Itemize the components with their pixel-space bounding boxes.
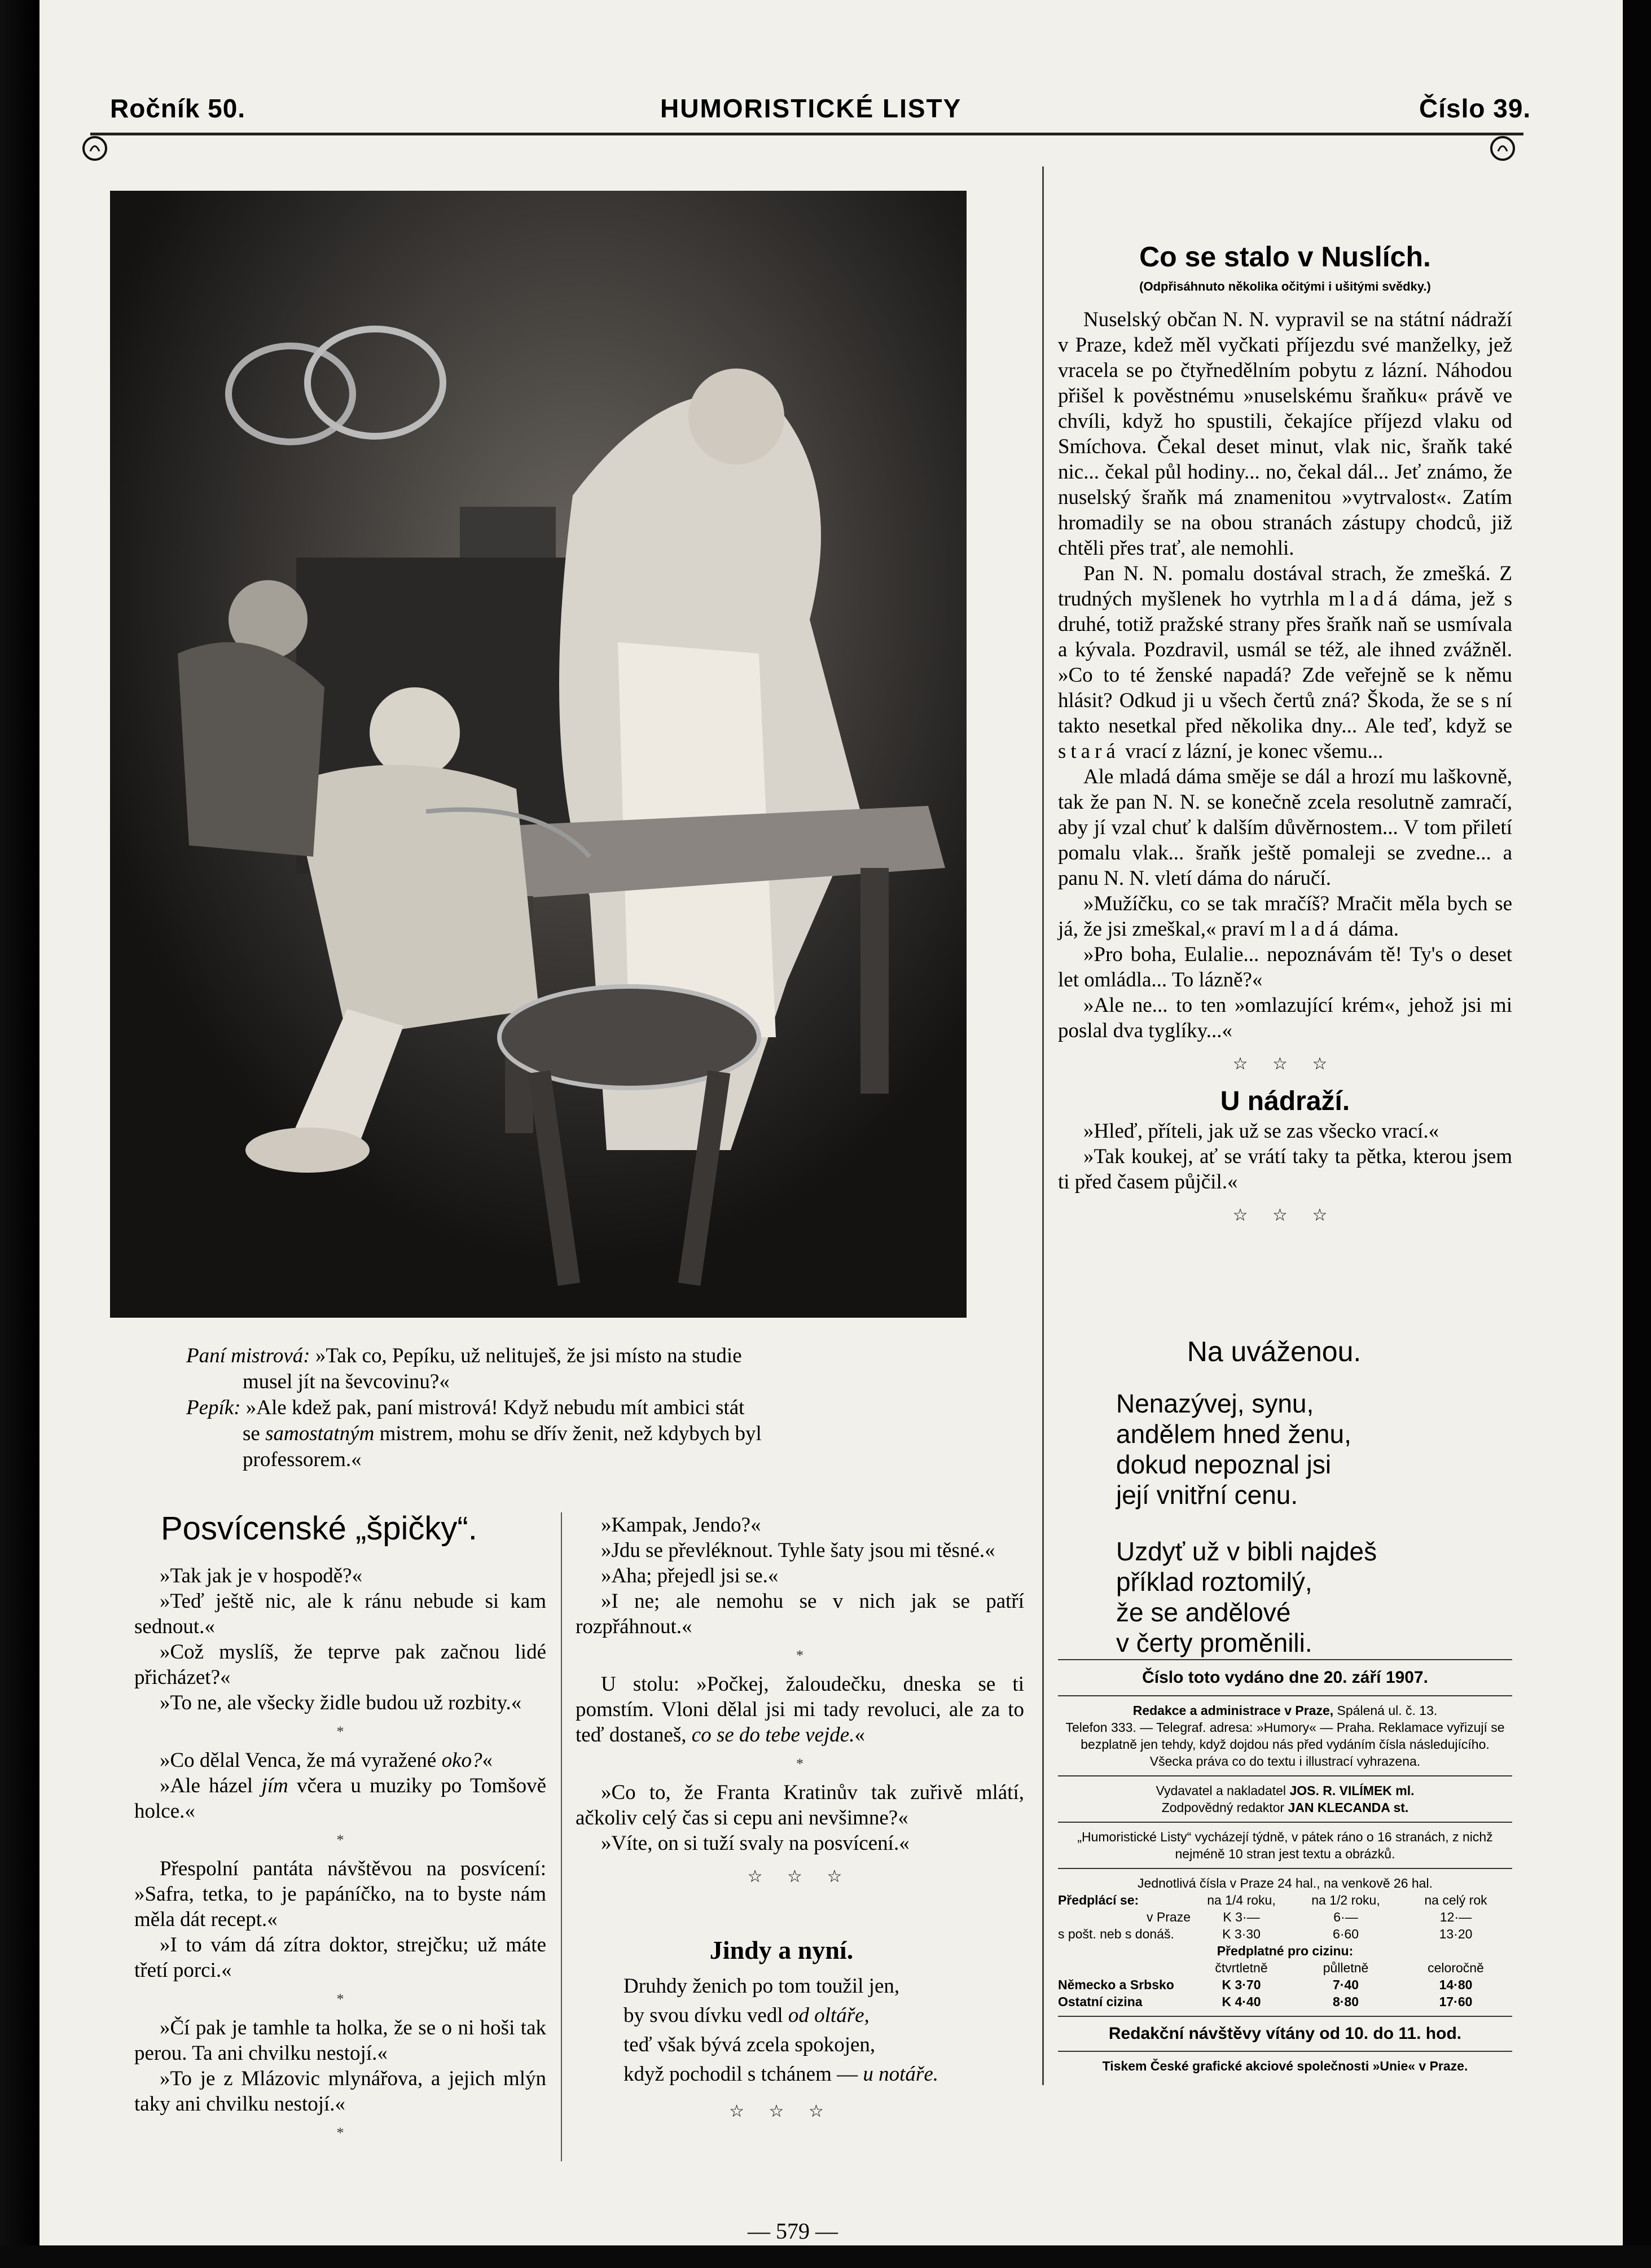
publisher-name: JOS. R. VILÍMEK ml. bbox=[1289, 1783, 1415, 1798]
joke-line: »Jdu se převléknout. Tyhle šaty jsou mi těsné.« bbox=[601, 1539, 995, 1562]
joke-line bbox=[576, 1672, 1024, 1748]
caption-text: »Ale kdež pak, paní mistrová! Když nebudu mít ambici stát bbox=[245, 1396, 745, 1419]
editor-text: Zodpovědný redaktor bbox=[1161, 1800, 1288, 1815]
poem-line: andělem hned ženu, bbox=[1116, 1419, 1351, 1449]
story-spaced-word: mladá bbox=[1328, 587, 1402, 611]
caption-paragraph-2 bbox=[186, 1395, 937, 1473]
story-paragraph bbox=[1058, 891, 1512, 942]
joke-line: »Teď ještě nic, ale k ránu nebude si kam sednout.« bbox=[134, 1590, 546, 1638]
abroad-title: Předplatné pro cizinu: bbox=[1217, 1944, 1354, 1958]
story-spaced-word: stará bbox=[1058, 740, 1120, 763]
caption-text: »Tak co, Pepíku, už nelituješ, že jsi místo na studie bbox=[315, 1344, 742, 1367]
price-cell: K 3·— bbox=[1223, 1910, 1260, 1924]
poem-spacer bbox=[1116, 1510, 1511, 1536]
section-separator: * bbox=[336, 1991, 344, 2007]
section-separator: ☆ ☆ ☆ bbox=[1232, 1055, 1338, 1073]
price-cell: v Praze bbox=[1147, 1910, 1191, 1924]
price-cell: 6·— bbox=[1333, 1910, 1358, 1924]
story-text: dáma, jež s druhé, totiž pražské strany přes šraňk naň se usmívala a kývala. Pozdravil, usmál se též, ale ihned zvážněl. »Co to té ženské napadá? Zde veřejně se k němu hlásit? Odkud ji u všech čertů zná? Škoda, že se s ní takto nesetkal před několika dny... Ale teď, když se bbox=[1058, 587, 1512, 738]
redakce-line: Všecka práva co do textu i illustrací vyhrazena. bbox=[1149, 1754, 1421, 1769]
abroad-cell: K 3·70 bbox=[1222, 1977, 1261, 1992]
nadrazi-title: U nádraží. bbox=[1220, 1086, 1350, 1116]
nusle-subtitle: (Odpřisáhnuto několika očitými i ušitými svědky.) bbox=[1139, 279, 1431, 293]
info-rule bbox=[1058, 1822, 1512, 1823]
redakce-text: Spálená ul. č. 13. bbox=[1333, 1703, 1438, 1718]
publisher-text: Vydavatel a nakladatel bbox=[1156, 1783, 1290, 1798]
joke-line: »Kampak, Jendo?« bbox=[601, 1514, 761, 1537]
publisher-line bbox=[1058, 1782, 1512, 1799]
caption-text: professorem.« bbox=[243, 1448, 362, 1471]
uvazenou-title: Na uváženou. bbox=[1187, 1336, 1362, 1367]
joke-text: »Ale házel bbox=[160, 1774, 262, 1797]
price-cell: na 1/4 roku, bbox=[1207, 1893, 1276, 1907]
joke-line bbox=[134, 1773, 546, 1824]
section-separator: ☆ ☆ ☆ bbox=[1232, 1206, 1338, 1225]
section-separator: ☆ ☆ ☆ bbox=[747, 1867, 853, 1886]
price-cell: 12·— bbox=[1439, 1910, 1472, 1924]
info-rule bbox=[1058, 1868, 1512, 1869]
page-number: — 579 — bbox=[748, 2218, 838, 2244]
scan-edge-bottom bbox=[0, 2245, 1651, 2268]
header-ornament-icon bbox=[1488, 134, 1517, 163]
story-text: »Mužíčku, co se tak mračíš? Mračit měla bych se já, že jsi zmeškal,« praví bbox=[1058, 892, 1512, 941]
abroad-cell: půlletně bbox=[1323, 1960, 1369, 1975]
joke-text: « bbox=[482, 1749, 493, 1772]
issue-date: Číslo toto vydáno dne 20. září 1907. bbox=[1142, 1668, 1428, 1687]
posvicenske-column-a bbox=[134, 1563, 546, 2149]
caption-text bbox=[186, 1421, 937, 1447]
poem-line: že se andělové bbox=[1116, 1598, 1291, 1627]
price-cell: K 3·30 bbox=[1222, 1927, 1261, 1941]
section-separator: * bbox=[336, 1723, 344, 1740]
redakce-line: Telefon 333. — Telegraf. adresa: »Humory« — Praha. Reklamace vyřizují se bezplatně jen tehdy, když dojdou nás před vydáním čísla následujícího. bbox=[1065, 1720, 1505, 1752]
redakce-line bbox=[1058, 1702, 1512, 1719]
price-cell: s pošt. neb s donáš. bbox=[1058, 1927, 1174, 1941]
joke-line: »Aha; přejedl jsi se.« bbox=[601, 1564, 779, 1587]
caption-speaker: Pepík: bbox=[186, 1396, 241, 1419]
joke-line: »I ne; ale nemohu se v nich jak se patří rozpřáhnout.« bbox=[576, 1590, 1024, 1638]
scan-edge-right bbox=[1623, 0, 1651, 2268]
scan-edge-left bbox=[0, 0, 39, 2268]
abroad-cell: 8·80 bbox=[1332, 1994, 1359, 2009]
price-row-head bbox=[1058, 1892, 1512, 1909]
abroad-cell: 14·80 bbox=[1439, 1977, 1473, 1992]
poem-emphasis: od oltáře, bbox=[788, 2004, 870, 2027]
joke-text: U stolu: »Počkej, žaloudečku, dneska se ti pomstím. Vloni dělal jsi mi tady revoluci, ale za to teď dostaneš, bbox=[576, 1673, 1024, 1747]
abroad-cell: čtvrtletně bbox=[1215, 1960, 1268, 1975]
nusle-story-column bbox=[1058, 240, 1512, 1236]
poem-line: dokud nepoznal jsi bbox=[1116, 1450, 1332, 1479]
caption-text: musel jít na ševcovinu?« bbox=[243, 1370, 450, 1393]
joke-line: »To je z Mlázovic mlynářova, a jejich mlýn taky ani chvilku nestojí.« bbox=[134, 2067, 546, 2116]
header-ornament-icon bbox=[81, 134, 109, 163]
poem-line: Uzdyť už v bibli najdeš bbox=[1116, 1537, 1377, 1566]
abroad-row-head bbox=[1058, 1959, 1512, 1976]
price-cell: na 1/2 roku, bbox=[1311, 1893, 1380, 1907]
single-price-line: Jednotlivá čísla v Praze 24 hal., na venkově 26 hal. bbox=[1138, 1876, 1433, 1890]
masthead-title: HUMORISTICKÉ LISTY bbox=[660, 94, 962, 123]
story-paragraph bbox=[1058, 561, 1512, 764]
kitchen-scene-illustration bbox=[110, 191, 967, 1318]
story-text: vrací z lázní, je konec všemu... bbox=[1119, 740, 1384, 763]
info-rule bbox=[1058, 2051, 1512, 2052]
poem-emphasis: u notáře. bbox=[863, 2063, 938, 2086]
poem-line: v čerty proměnili. bbox=[1116, 1628, 1312, 1657]
joke-line: »Co to, že Franta Kratinův tak zuřivě mlátí, ačkoliv celý čas si cepu ani nevšimne?« bbox=[576, 1781, 1024, 1830]
joke-line: »I to vám dá zítra doktor, strejčku; už máte třetí porci.« bbox=[134, 1933, 546, 1982]
price-cell: na celý rok bbox=[1424, 1893, 1487, 1907]
joke-text: včera u muziky po Tomšově holce.« bbox=[134, 1774, 546, 1823]
abroad-cell: Ostatní cizina bbox=[1058, 1994, 1143, 2009]
visits-line: Redakční návštěvy vítány od 10. do 11. hod. bbox=[1108, 2024, 1462, 2043]
section-separator: * bbox=[796, 1756, 803, 1772]
abroad-cell: 7·40 bbox=[1332, 1977, 1359, 1992]
poem-line: Nenazývej, synu, bbox=[1116, 1389, 1314, 1418]
abroad-cell: K 4·40 bbox=[1222, 1994, 1261, 2009]
publication-info bbox=[1058, 1653, 1512, 2074]
poem-line bbox=[623, 2001, 1052, 2030]
abroad-cell bbox=[1058, 1959, 1191, 1976]
story-paragraph: »Tak koukej, ať se vrátí taky ta pětka, kterou jsem ti před časem půjčil.« bbox=[1058, 1145, 1512, 1194]
joke-line: »To ne, ale všecky židle budou už rozbity.« bbox=[160, 1691, 522, 1714]
story-spaced-word: mladá bbox=[1270, 918, 1343, 941]
caption-speaker: Paní mistrová: bbox=[186, 1344, 310, 1367]
column-rule bbox=[561, 1512, 562, 2161]
abroad-cell: celoročně bbox=[1428, 1960, 1484, 1975]
abroad-row-de bbox=[1058, 1976, 1512, 1993]
story-text: dáma. bbox=[1343, 918, 1399, 941]
joke-line: »Což myslíš, že teprve pak začnou lidé přicházet?« bbox=[134, 1640, 546, 1689]
weekly-line: „Humoristické Listy“ vycházejí týdně, v pátek ráno o 16 stranách, z nichž nejméně 10 stran jest textu a obrázků. bbox=[1077, 1830, 1493, 1861]
abroad-row-other bbox=[1058, 1993, 1512, 2010]
joke-line bbox=[134, 1748, 546, 1773]
section-separator: ☆ ☆ ☆ bbox=[729, 2102, 834, 2121]
poem-line: Druhdy ženich po tom toužil jen, bbox=[623, 1975, 900, 1998]
jindy-poem bbox=[623, 1936, 1052, 2134]
story-paragraph: »Pro boha, Eulalie... nepoznávám tě! Ty's o deset let omládla... To lázně?« bbox=[1058, 943, 1512, 992]
price-row-post bbox=[1058, 1925, 1512, 1942]
poem-line: teď však bývá zcela spokojen, bbox=[623, 2033, 876, 2056]
story-paragraph: »Ale ne... to ten »omlazující krém«, jehož jsi mi poslal dva tyglíky...« bbox=[1058, 994, 1512, 1042]
poem-line bbox=[623, 2060, 1052, 2089]
info-rule bbox=[1058, 1695, 1512, 1696]
nusle-title: Co se stalo v Nuslích. bbox=[1139, 241, 1431, 273]
abroad-cell: 17·60 bbox=[1439, 1994, 1473, 2009]
joke-emphasis: oko? bbox=[441, 1749, 482, 1772]
caption-emphasis: samostatným bbox=[265, 1422, 375, 1445]
joke-line: Přespolní pantáta návštěvou na posvícení: »Safra, tetka, to je papáníčko, na to byste nám měla dát recept.« bbox=[134, 1857, 546, 1931]
illustration-drawing bbox=[110, 191, 967, 1318]
joke-text: « bbox=[854, 1723, 865, 1747]
info-rule bbox=[1058, 2016, 1512, 2017]
price-cell: 6·60 bbox=[1332, 1927, 1359, 1941]
poem-text: by svou dívku vedl bbox=[623, 2004, 788, 2027]
price-row-praha bbox=[1058, 1909, 1512, 1925]
abroad-cell: Německo a Srbsko bbox=[1058, 1977, 1174, 1992]
editor-line bbox=[1058, 1799, 1512, 1816]
caption-paragraph-1 bbox=[186, 1343, 937, 1395]
redakce-bold: Redakce a administrace v Praze, bbox=[1132, 1703, 1334, 1718]
info-rule bbox=[1058, 1659, 1512, 1660]
story-paragraph: Nuselský občan N. N. vypravil se na státní nádraží v Praze, kdež měl vyčkati příjezdu své manželky, jež vracela se po čtyřnedělním pobytu z lázní. Náhodou přišel k pověstnému »nuselskému šraňku« právě ve chvíli, když ho spustili, čekajíce příjezd vlaku od Smíchova. Čekal deset minut, vlak nic, šraňk také nic... čekal půl hodiny... no, čekal dál... Jeť známo, že nuselský šraňk má znamenitou »vytrvalost«. Zatím hromadily se na obou stranách zástupy chodců, již chtěli přes trať, ale nemohli. bbox=[1058, 308, 1512, 560]
price-cell: 13·20 bbox=[1439, 1927, 1473, 1941]
header-rule bbox=[90, 133, 1523, 135]
section-separator: * bbox=[336, 1832, 344, 1848]
uvazenou-poem bbox=[1116, 1332, 1511, 1658]
story-paragraph: Ale mladá dáma směje se dál a hrozí mu laškovně, tak že pan N. N. se konečně zcela resolutně zamračí, aby jí vzal chuť k dalším důvěrnostem... V tom přiletí pomalu vlak... šraňk ještě pomaleji se zvedne... a panu N. N. vletí dáma do náručí. bbox=[1058, 765, 1512, 890]
joke-emphasis: co se do tebe vejde. bbox=[691, 1723, 855, 1747]
price-cell: Předplácí se: bbox=[1058, 1893, 1139, 1907]
joke-emphasis: jím bbox=[261, 1774, 288, 1797]
column-rule-right bbox=[1042, 166, 1044, 2085]
posvicenske-title: Posvícenské „špičky“. bbox=[161, 1510, 477, 1547]
volume-label: Ročník 50. bbox=[110, 94, 246, 123]
joke-line: »Víte, on si tuží svaly na posvícení.« bbox=[601, 1832, 910, 1855]
jindy-title: Jindy a nyní. bbox=[709, 1936, 854, 1964]
joke-line: »Tak jak je v hospodě?« bbox=[160, 1564, 363, 1587]
section-separator: * bbox=[336, 2125, 344, 2141]
joke-text: »Co dělal Venca, že má vyražené bbox=[160, 1749, 442, 1772]
poem-line: příklad roztomilý, bbox=[1116, 1567, 1312, 1596]
caption-text-part: se bbox=[243, 1422, 266, 1445]
posvicenske-column-b bbox=[576, 1512, 1024, 1897]
poem-line: její vnitřní cenu. bbox=[1116, 1480, 1298, 1510]
editor-name: JAN KLECANDA st. bbox=[1288, 1800, 1409, 1815]
caption-text-part: mistrem, mohu se dřív ženit, než kdybych byl bbox=[374, 1422, 762, 1445]
printer-line: Tiskem České grafické akciové společnosti »Unie« v Praze. bbox=[1102, 2059, 1468, 2073]
story-paragraph: »Hleď, příteli, jak už se zas všecko vrací.« bbox=[1083, 1120, 1439, 1143]
section-separator: * bbox=[796, 1647, 803, 1664]
info-rule bbox=[1058, 1775, 1512, 1776]
story-text: Pan N. N. pomalu dostával strach, že zmešká. Z trudných myšlenek ho vytrhla bbox=[1058, 562, 1512, 611]
joke-line: »Čí pak je tamhle ta holka, že se o ni hoši tak perou. Ta ani chvilku nestojí.« bbox=[134, 2016, 546, 2065]
poem-text: když pochodil s tchánem — bbox=[623, 2063, 863, 2086]
issue-number: Číslo 39. bbox=[1419, 94, 1531, 123]
